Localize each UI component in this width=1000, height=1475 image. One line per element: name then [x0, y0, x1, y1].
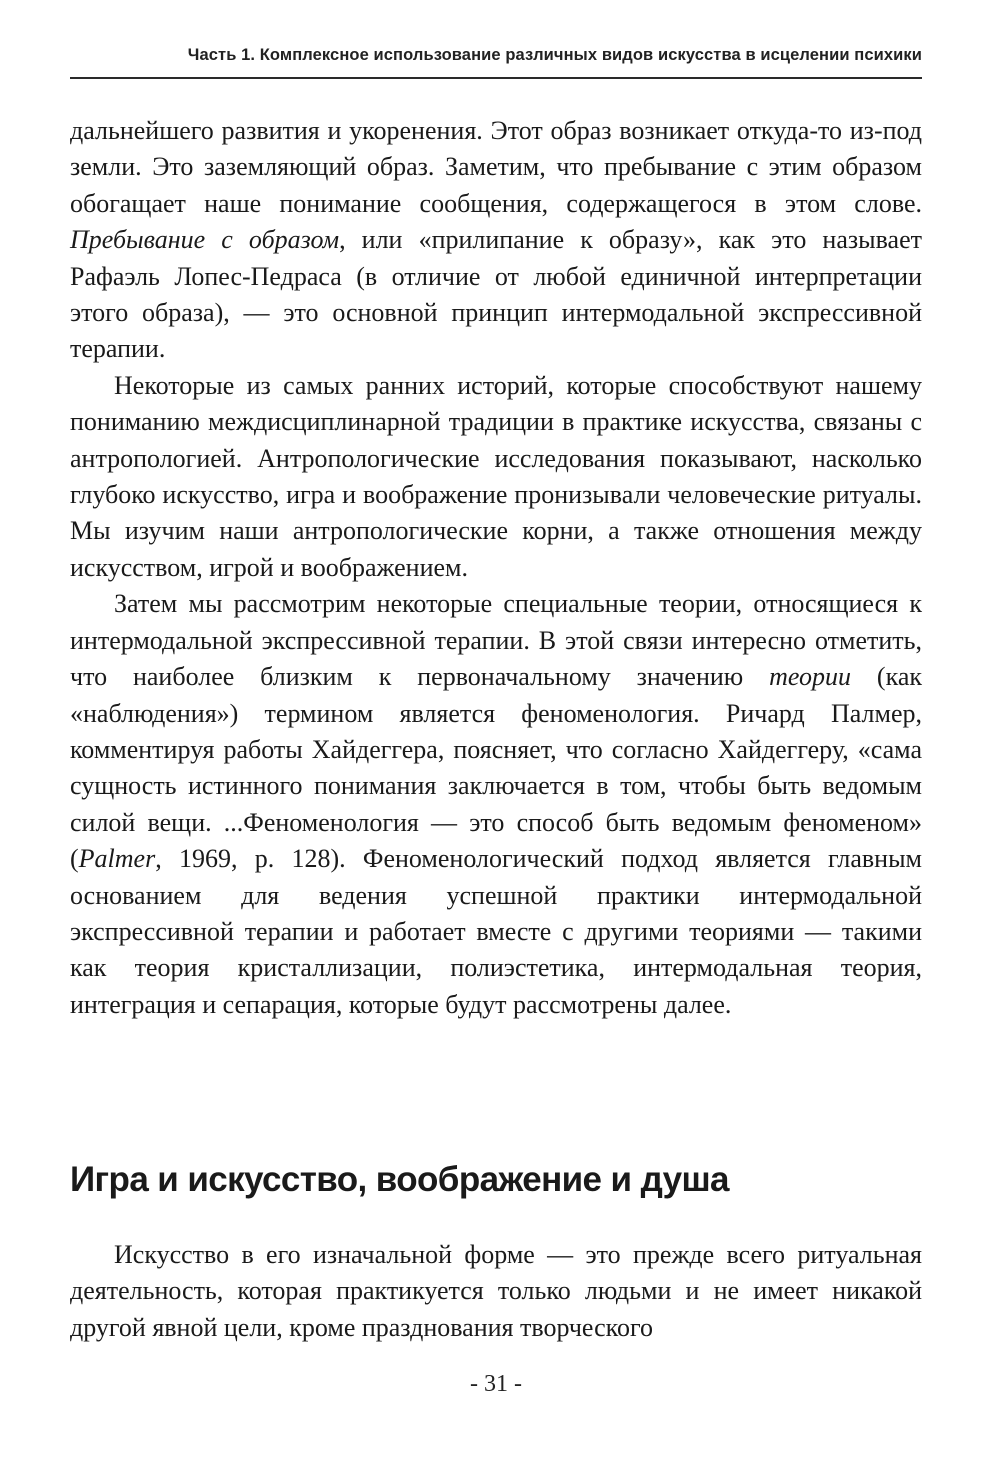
paragraph-3-italic-citation: Palmer	[78, 844, 156, 874]
page-number: - 31 -	[470, 1371, 522, 1397]
section-heading: Игра и искусство, воображение и душа	[70, 1160, 729, 1199]
paragraph-1-italic-phrase: Пребывание с образом	[70, 225, 340, 255]
paragraph-3-italic-term: теории	[769, 662, 852, 692]
running-header: Часть 1. Комплексное использование различных видов искусства в исцелении психики	[187, 46, 922, 64]
paragraph-2: Некоторые из самых ранних историй, которые способствуют нашему пониманию междисциплинарной традиции в практике искусства, связаны с антропологией. Антропологические исследования показывают, насколько глубоко искусство, игра и воображение пронизывали человеческие ритуалы. Мы изучим наши антропологические корни, а также отношения между искусством, игрой и воображением.	[70, 370, 922, 582]
book-page	[70, 0, 922, 1475]
paragraph-3	[70, 586, 922, 1023]
header-divider	[70, 77, 922, 79]
paragraph-3-text-c: , 1969, p. 128). Феноменологический подход является главным основанием для ведения успешной практики интермодальной экспрессивной терапии и работает вместе с другими теориями — такими как теория кристаллизации, полиэстетика, интермодальная теория, интеграция и сепарация, которые будут рассмотрены далее.	[70, 844, 922, 1019]
section-paragraph-1: Искусство в его изначальной форме — это прежде всего ритуальная деятельность, которая практикуется только людьми и не имеет никакой другой явной цели, кроме празднования творческого	[70, 1240, 922, 1342]
paragraph-1-text-a: дальнейшего развития и укоренения. Этот образ возникает откуда-то из-под земли. Это заземляющий образ. Заметим, что пребывание с этим образом обогащает наше понимание сообщения, содержащегося в этом слове.	[70, 116, 922, 218]
paragraph-1-text-b: , или «прилипание к образу», как это называет Рафаэль Лопес-Педраса (в отличие от любой единичной интерпретации этого образа), — это основной принцип интермодальной экспрессивной терапии.	[70, 225, 922, 364]
paragraph-3-text-b: (как «наблюдения») термином является феноменология. Ричард Палмер, комментируя работы Хайдеггера, поясняет, что согласно Хайдеггеру, «сама сущность истинного понимания заключается в том, чтобы быть ведомым силой вещи. ...Феноменология — это способ быть ведомым феноменом» (	[70, 662, 923, 874]
body-text	[70, 113, 922, 1023]
paragraph-3-text-a: Затем мы рассмотрим некоторые специальные теории, относящиеся к интермодальной экспрессивной терапии. В этой связи интересно отметить, что наиболее близким к первоначальному значению	[70, 589, 922, 692]
section-text	[70, 1237, 922, 1346]
paragraph-1	[70, 113, 922, 368]
